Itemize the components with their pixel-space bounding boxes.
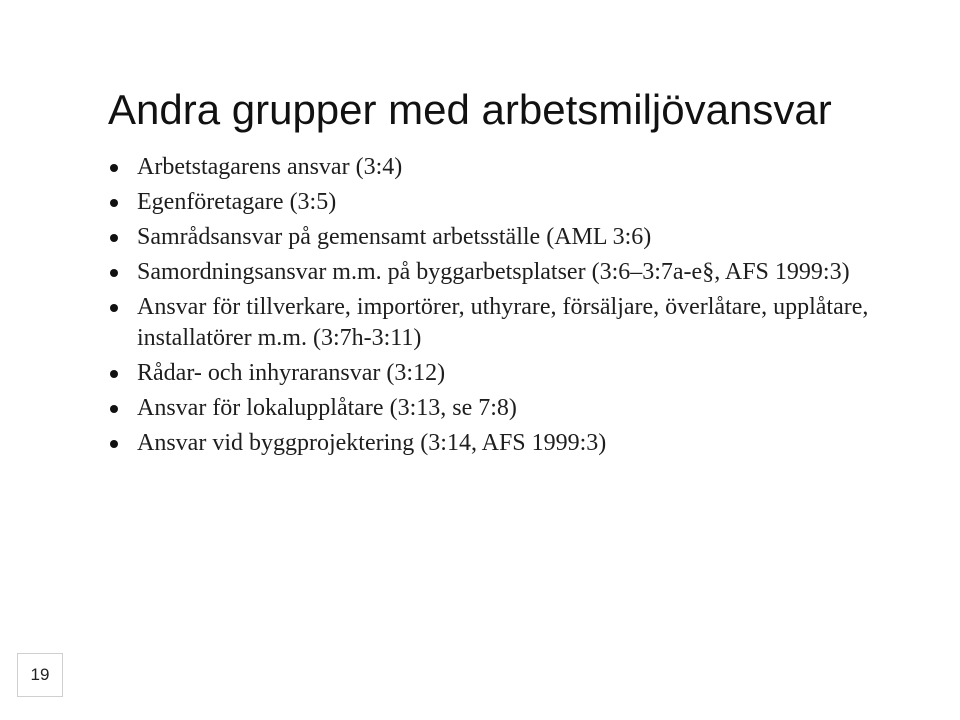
bullet-text: Egenföretagare (3:5): [137, 189, 337, 215]
bullet-icon: [110, 304, 118, 312]
bullet-text: Ansvar för tillverkare, importörer, uthyrare, försäljare, överlåtare, upplåtare, installatörer m.m. (3:7h-3:11): [137, 294, 869, 351]
bullet-text: Ansvar för lokalupplåtare (3:13, se 7:8): [137, 395, 517, 421]
bullet-icon: [110, 405, 118, 413]
bullet-text: Arbetstagarens ansvar (3:4): [137, 154, 403, 180]
bullet-icon: [110, 234, 118, 242]
bullet-text: Samrådsansvar på gemensamt arbetsställe (AML 3:6): [137, 224, 652, 250]
page-number: 19: [17, 653, 63, 697]
bullet-list: [108, 152, 908, 463]
bullet-icon: [110, 269, 118, 277]
bullet-text: Ansvar vid byggprojektering (3:14, AFS 1999:3): [137, 430, 607, 456]
list-item: [108, 393, 908, 424]
list-item: [108, 257, 908, 288]
list-item: [108, 187, 908, 218]
list-item: [108, 292, 908, 354]
bullet-icon: [110, 164, 118, 172]
bullet-text: Rådar- och inhyraransvar (3:12): [137, 360, 446, 386]
bullet-icon: [110, 440, 118, 448]
list-item: [108, 428, 908, 459]
list-item: [108, 222, 908, 253]
list-item: [108, 152, 908, 183]
bullet-text: Samordningsansvar m.m. på byggarbetsplatser (3:6–3:7a-e§, AFS 1999:3): [137, 259, 850, 285]
bullet-icon: [110, 370, 118, 378]
bullet-icon: [110, 199, 118, 207]
slide-title: Andra grupper med arbetsmiljövansvar: [108, 86, 832, 133]
list-item: [108, 358, 908, 389]
